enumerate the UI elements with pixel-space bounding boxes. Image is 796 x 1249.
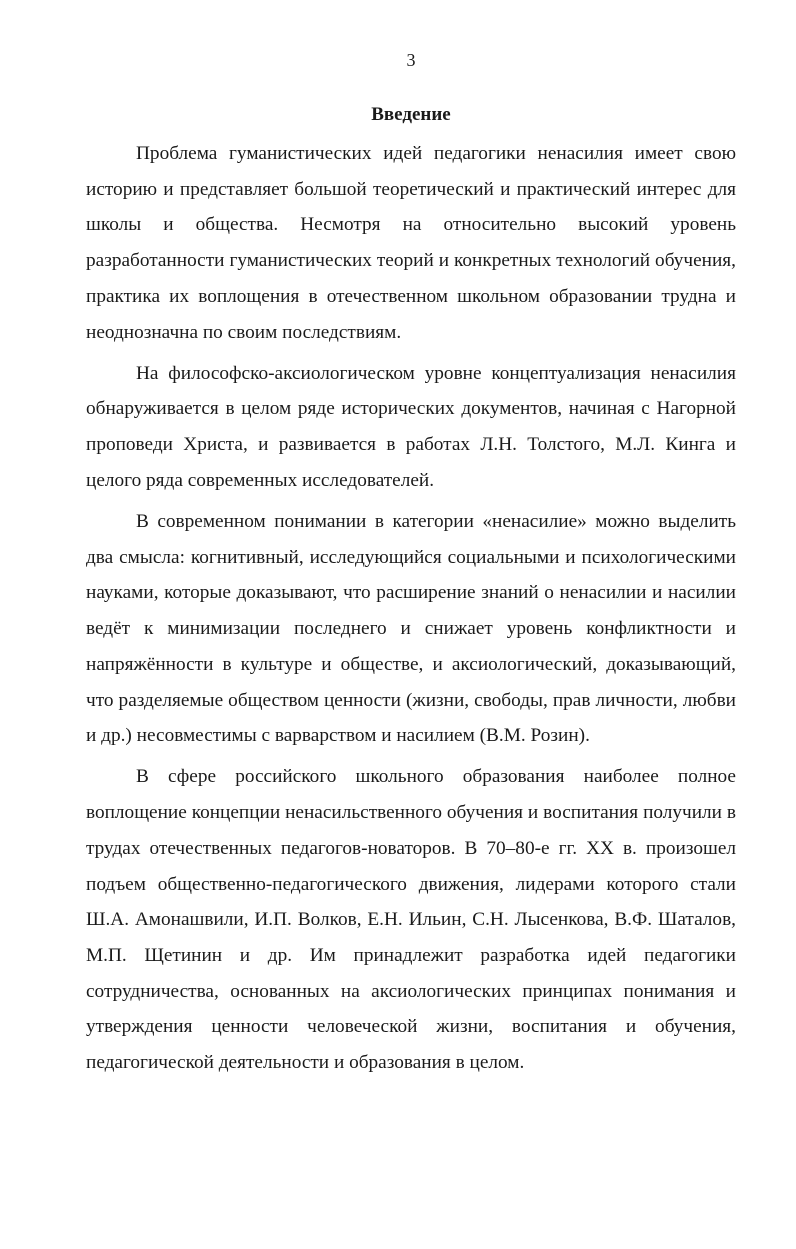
paragraph-3: В современном понимании в категории «ненасилие» можно выделить два смысла: когнитивный, исследующийся социальными и психологическими науками, которые доказывают, что расширение знаний о ненасилии и насилии ведёт к минимизации последнего и снижает уровень конфликтности и напряжённости в культуре и обществе, и аксиологический, доказывающий, что разделяемые обществом ценности (жизни, свободы, прав личности, любви и др.) несовместимы с варварством и насилием (В.М. Розин). xyxy=(86,511,736,747)
paragraph-1: Проблема гуманистических идей педагогики ненасилия имеет свою историю и представляет большой теоретический и практический интерес для школы и общества. Несмотря на относительно высокий уровень разработанности гуманистических теорий и конкретных технологий обучения, практика их воплощения в отечественном школьном образовании трудна и неоднозначна по своим последствиям. xyxy=(86,143,736,343)
page-number: 3 xyxy=(406,50,416,70)
page-title: Введение xyxy=(371,104,451,125)
body-text xyxy=(86,136,736,1086)
paragraph-4: В сфере российского школьного образования наиболее полное воплощение концепции ненасильственного обучения и воспитания получили в трудах отечественных педагогов-новаторов. В 70–80-е гг. XX в. произошел подъем общественно-педагогического движения, лидерами которого стали Ш.А. Амонашвили, И.П. Волков, Е.Н. Ильин, С.Н. Лысенкова, В.Ф. Шаталов, М.П. Щетинин и др. Им принадлежит разработка идей педагогики сотрудничества, основанных на аксиологических принципах понимания и утверждения ценности человеческой жизни, воспитания и обучения, педагогической деятельности и образования в целом. xyxy=(86,766,736,1074)
paragraph-2: На философско-аксиологическом уровне концептуализация ненасилия обнаруживается в целом ряде исторических документов, начиная с Нагорной проповеди Христа, и развивается в работах Л.Н. Толстого, М.Л. Кинга и целого ряда современных исследователей. xyxy=(86,362,736,491)
